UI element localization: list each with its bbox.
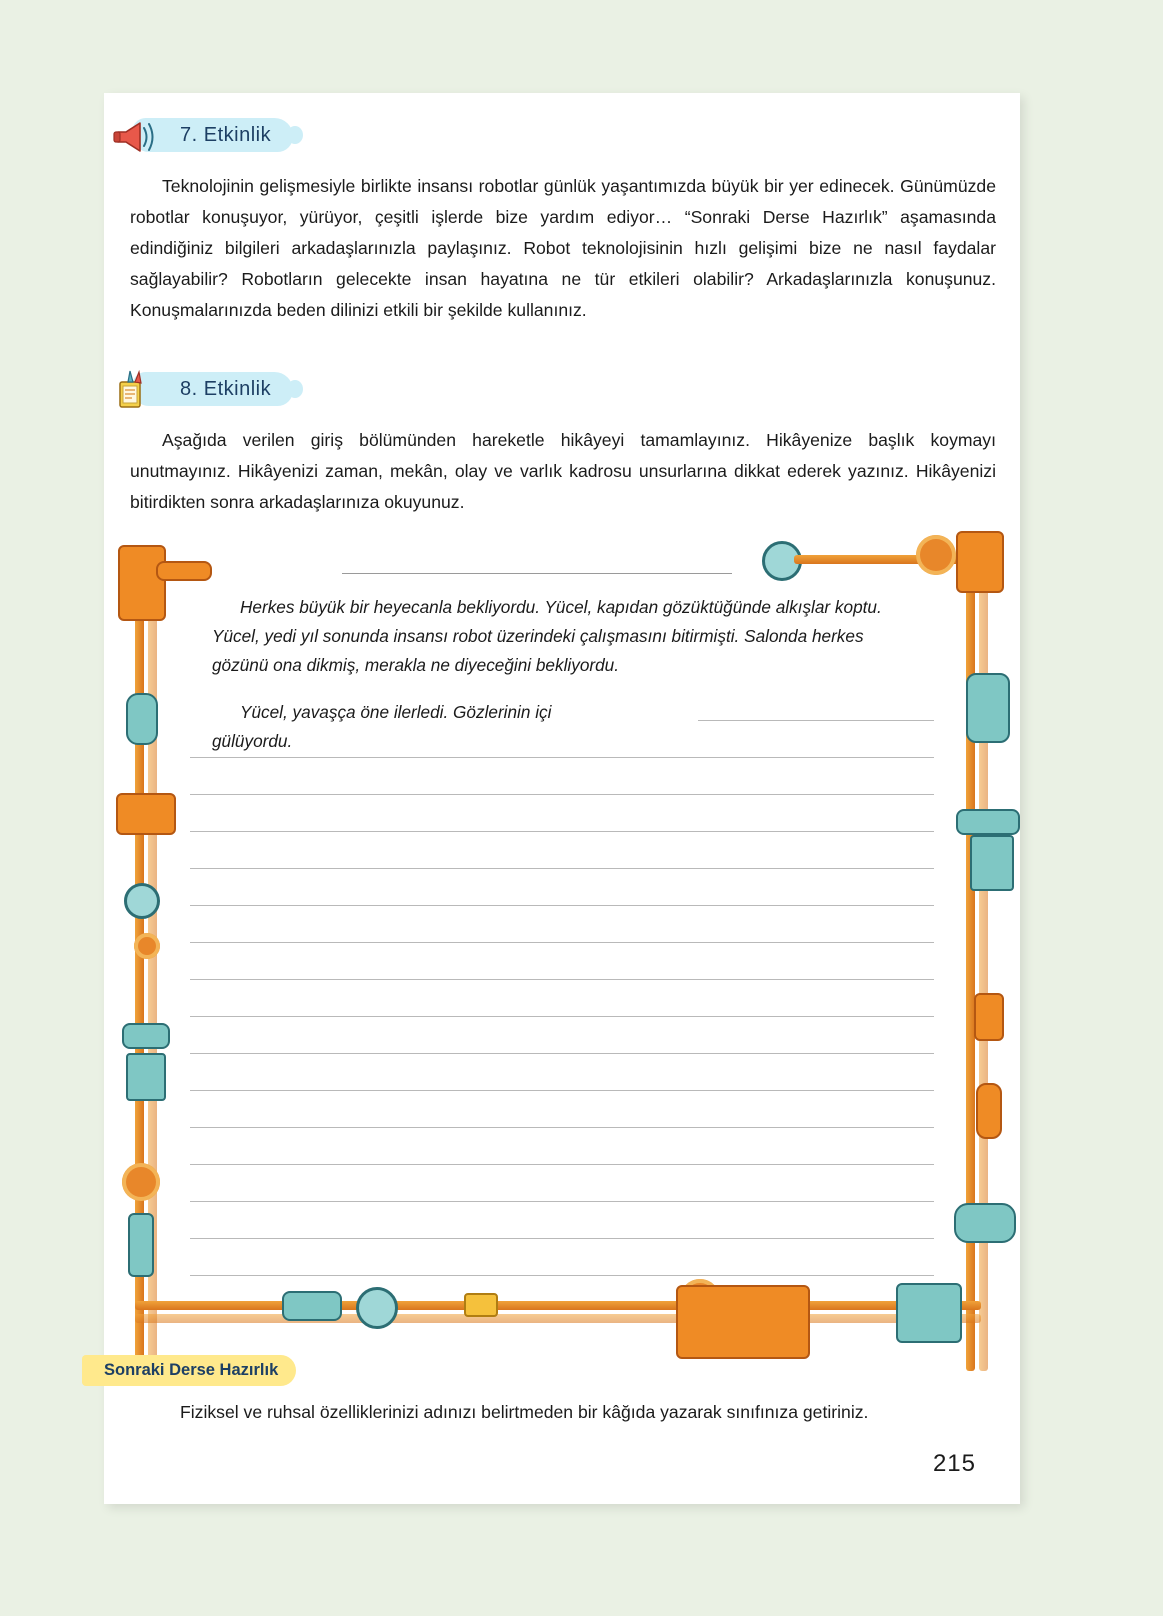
writing-line[interactable] [190, 831, 934, 832]
writing-line[interactable] [698, 720, 934, 721]
writing-line[interactable] [190, 1016, 934, 1017]
activity-7-badge [132, 118, 293, 152]
megaphone-icon [110, 114, 156, 156]
writing-line[interactable] [190, 942, 934, 943]
story-paragraph-2: Yücel, yavaşça öne ilerledi. Gözlerinin içi gülüyordu. [212, 702, 552, 751]
writing-line[interactable] [190, 794, 934, 795]
activity-8-paragraph: Aşağıda verilen giriş bölümünden hareketle hikâyeyi tamamlayınız. Hikâyenize başlık koymayı unutmayınız. Hikâyenizi zaman, mekân, olay ve varlık kadrosu unsurlarına dikkat ederek yazınız. Hikâyenizi bitirdikten sonra arkadaşlarınıza okuyunuz. [130, 430, 996, 512]
story-paragraph-1: Herkes büyük bir heyecanla bekliyordu. Yücel, kapıdan gözüktüğünde alkışlar koptu. Yücel, yedi yıl sonunda insansı robot üzerindeki çalışmasını bitirmişti. Salonda herkes gözünü ona dikmiş, merakla ne diyeceğini bekliyordu. [212, 597, 882, 675]
activity-7-label: 7. Etkinlik [180, 123, 272, 146]
activity-7-paragraph: Teknolojinin gelişmesiyle birlikte insansı robotlar günlük yaşantımızda büyük bir yer edinecek. Günümüzde robotlar konuşuyor, yürüyor, çeşitli işlerde bize yardım ediyor… “Sonraki Derse Hazırlık” aşamasında edindiğiniz bilgileri arkadaşlarınızla paylaşınız. Robot teknolojisinin hızlı gelişimi bize ne nasıl faydalar sağlayabilir? Robotların gelecekte insan hayatına ne tür etkileri olabilir? Arkadaşlarınızla konuşunuz. Konuşmalarınızda beden dilinizi etkili bir şekilde kullanınız. [130, 176, 996, 320]
writing-line[interactable] [190, 1127, 934, 1128]
writing-line[interactable] [190, 1090, 934, 1091]
activity-7-header [132, 111, 293, 159]
story-title-line[interactable] [342, 573, 732, 574]
writing-line[interactable] [190, 979, 934, 980]
pencil-cup-icon [110, 368, 156, 410]
writing-line[interactable] [190, 1275, 934, 1276]
next-lesson-badge: Sonraki Derse Hazırlık [82, 1355, 296, 1386]
next-lesson-text: Fiziksel ve ruhsal özelliklerinizi adınızı belirtmeden bir kâğıda yazarak sınıfınıza getiriniz. [180, 1402, 869, 1422]
writing-line[interactable] [190, 1053, 934, 1054]
activity-8-badge [132, 372, 293, 406]
activity-8-header [132, 365, 293, 413]
page-number: 215 [932, 1450, 976, 1477]
worksheet-page [104, 93, 1020, 1504]
writing-line[interactable] [190, 905, 934, 906]
writing-line[interactable] [190, 757, 934, 758]
writing-line[interactable] [190, 868, 934, 869]
writing-line[interactable] [190, 1164, 934, 1165]
writing-line[interactable] [190, 1238, 934, 1239]
writing-line[interactable] [190, 1201, 934, 1202]
activity-8-label: 8. Etkinlik [180, 377, 272, 400]
